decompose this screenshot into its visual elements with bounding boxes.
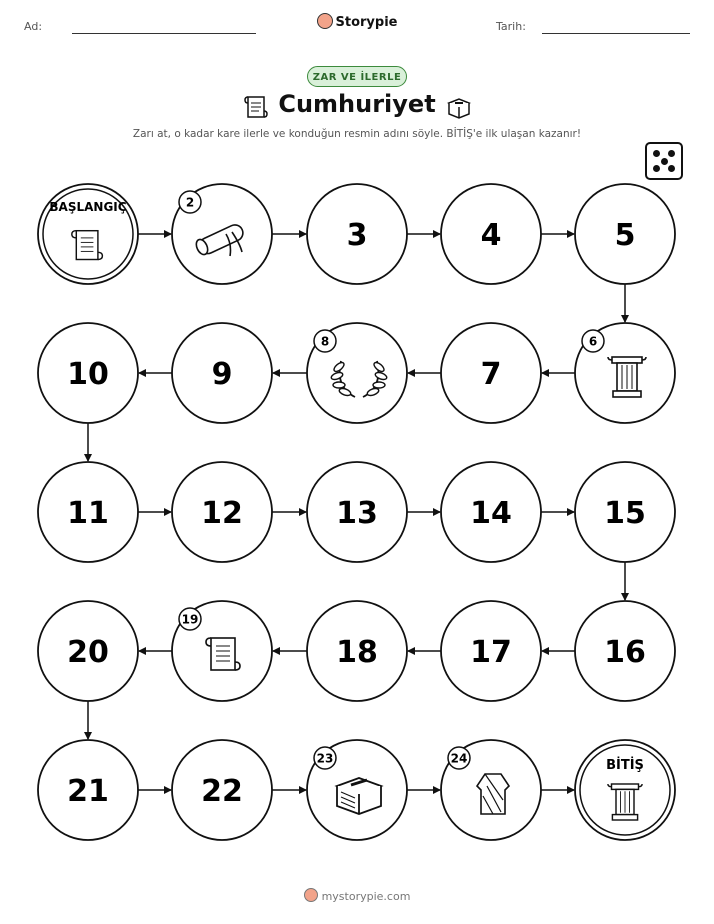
board-cell-8[interactable] <box>307 323 407 423</box>
cell-number: 5 <box>614 218 636 253</box>
board-cell-6[interactable] <box>575 323 675 423</box>
board-cell-1[interactable] <box>38 184 138 284</box>
finish-label: BİTİŞ <box>606 758 644 773</box>
board-cell-24[interactable] <box>441 740 541 840</box>
page-title: Cumhuriyet <box>278 90 436 118</box>
board-cell-3[interactable] <box>307 184 407 284</box>
cell-number: 7 <box>480 357 502 392</box>
cell-number-badge <box>179 191 201 213</box>
board-cell-4[interactable] <box>441 184 541 284</box>
board-cell-9[interactable] <box>172 323 272 423</box>
cell-number: 9 <box>211 357 233 392</box>
name-label: Ad: <box>24 20 43 33</box>
board-cell-14[interactable] <box>441 462 541 562</box>
board-cell-21[interactable] <box>38 740 138 840</box>
board-cell-15[interactable] <box>575 462 675 562</box>
cell-number-badge <box>448 747 470 769</box>
board-cell-20[interactable] <box>38 601 138 701</box>
footer <box>0 888 714 903</box>
footer-url[interactable]: mystorypie.com <box>321 890 411 903</box>
board-cell-16[interactable] <box>575 601 675 701</box>
board-cell-7[interactable] <box>441 323 541 423</box>
scroll-icon <box>72 231 103 260</box>
cell-badge-number: 19 <box>181 612 199 627</box>
board-cell-17[interactable] <box>441 601 541 701</box>
board-cell-10[interactable] <box>38 323 138 423</box>
cell-number-badge <box>314 330 336 352</box>
brand-name: Storypie <box>335 15 398 30</box>
instructions: Zarı at, o kadar kare ilerle ve konduğun resmin adını söyle. BİTİŞ'e ilk ulaşan kazanır! <box>132 128 582 140</box>
cell-badge-number: 24 <box>450 751 468 766</box>
cell-number: 15 <box>604 496 646 531</box>
board-cell-23[interactable] <box>307 740 407 840</box>
board-cell-25[interactable] <box>575 740 675 840</box>
cell-number: 20 <box>67 635 109 670</box>
cell-number: 11 <box>67 496 109 531</box>
cell-number-badge <box>314 747 336 769</box>
cell-number-badge <box>179 608 201 630</box>
cell-number: 14 <box>470 496 512 531</box>
cell-badge-number: 8 <box>320 334 330 349</box>
cell-number: 4 <box>480 218 502 253</box>
date-label: Tarih: <box>496 20 526 33</box>
cell-number-badge <box>582 330 604 352</box>
toga-icon <box>477 774 509 814</box>
ballot-box-icon <box>337 778 381 814</box>
cell-number: 10 <box>67 357 109 392</box>
board-cell-2[interactable] <box>172 184 272 284</box>
board-cell-5[interactable] <box>575 184 675 284</box>
board-cell-12[interactable] <box>172 462 272 562</box>
cell-badge-number: 23 <box>316 751 334 766</box>
cell-number: 17 <box>470 635 512 670</box>
cell-number: 12 <box>201 496 243 531</box>
cell-badge-number: 6 <box>588 334 598 349</box>
cell-badge-number: 2 <box>185 195 195 210</box>
cell-number: 3 <box>346 218 368 253</box>
board-cell-11[interactable] <box>38 462 138 562</box>
storypie-logo-icon <box>304 888 318 902</box>
board-cell-19[interactable] <box>172 601 272 701</box>
board-cell-18[interactable] <box>307 601 407 701</box>
start-label: BAŞLANGIÇ <box>49 200 127 214</box>
cell-number: 22 <box>201 774 243 809</box>
cell-number: 13 <box>336 496 378 531</box>
cell-number: 18 <box>336 635 378 670</box>
scroll-icon <box>206 638 240 670</box>
cell-number: 21 <box>67 774 109 809</box>
game-type-badge: ZAR VE İLERLE <box>307 66 407 87</box>
board-cell-13[interactable] <box>307 462 407 562</box>
cell-number: 16 <box>604 635 646 670</box>
board-cell-22[interactable] <box>172 740 272 840</box>
